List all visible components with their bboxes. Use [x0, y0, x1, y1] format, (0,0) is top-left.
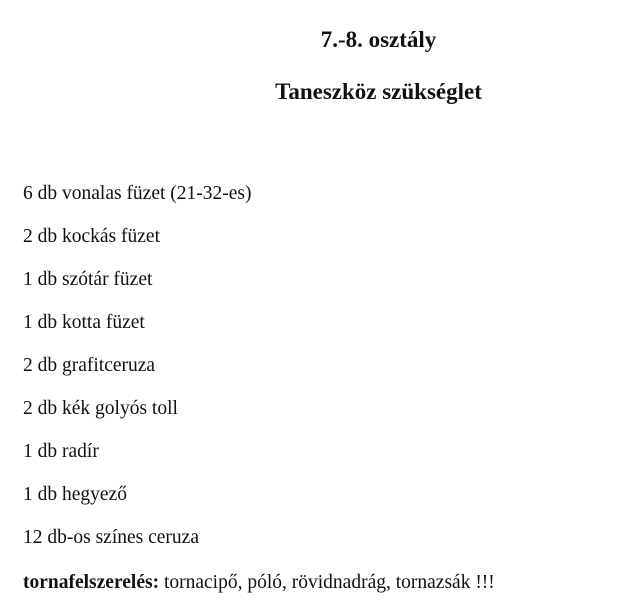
list-item: 2 db kék golyós toll: [23, 398, 178, 419]
sports-equipment-text: tornacipő, póló, rövidnadrág, tornazsák !!!: [159, 572, 495, 593]
sports-equipment-label: tornafelszerelés:: [23, 572, 160, 593]
list-item: 1 db szótár füzet: [23, 269, 153, 290]
list-item: 2 db grafitceruza: [23, 355, 156, 376]
list-item: 6 db vonalas füzet (21-32-es): [23, 183, 252, 204]
page-subtitle: Taneszköz szükséglet: [275, 79, 482, 104]
page-title: 7.-8. osztály: [320, 27, 437, 52]
sports-equipment-line: [23, 570, 495, 596]
list-item: 1 db radír: [23, 441, 99, 462]
list-item: 12 db-os színes ceruza: [23, 527, 199, 548]
supply-list: [23, 181, 252, 568]
list-item: 1 db kotta füzet: [23, 312, 145, 333]
list-item: 2 db kockás füzet: [23, 226, 160, 247]
list-item: 1 db hegyező: [23, 484, 127, 505]
